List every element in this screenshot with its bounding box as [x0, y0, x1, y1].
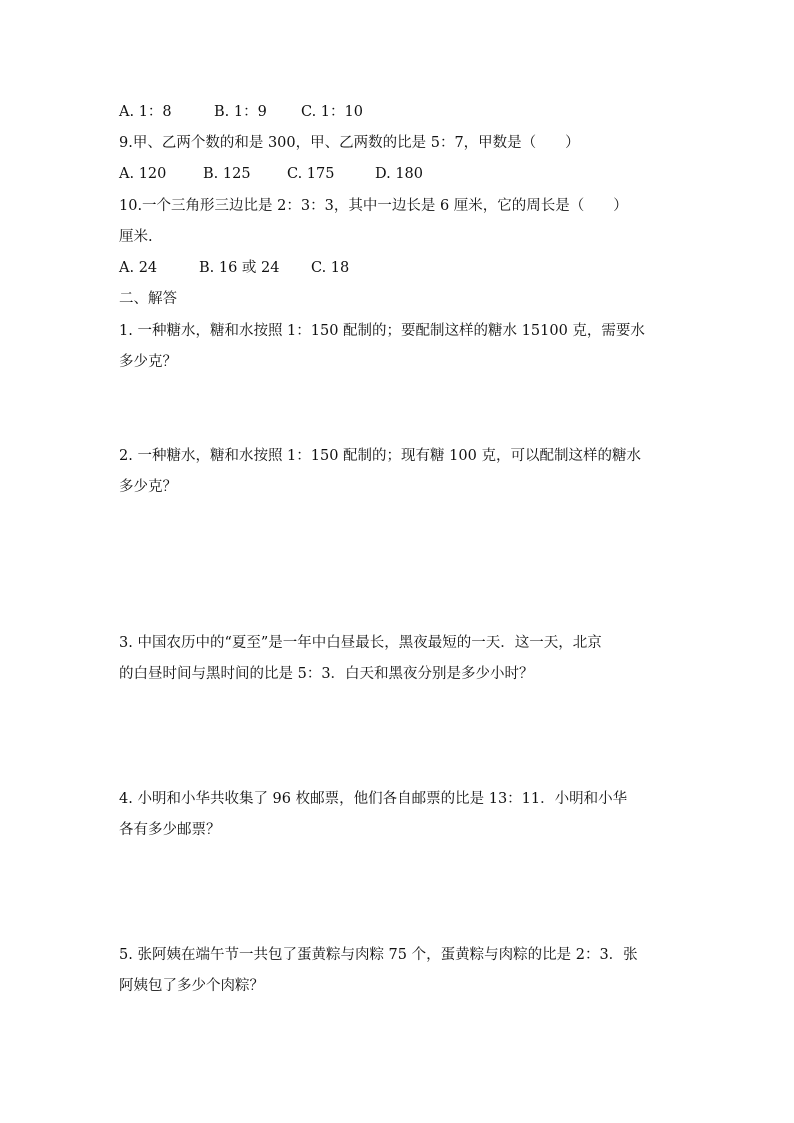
problem-5-line1: 5. 张阿姨在端午节一共包了蛋黄粽与肉粽 75 个，蛋黄粽与肉粽的比是 2：3．张 [119, 947, 638, 963]
problem-1-line1: 1. 一种糖水，糖和水按照 1：150 配制的；要配制这样的糖水 15100 克，需要水 [119, 323, 645, 339]
q10-option-b: B. 16 或 24 [199, 260, 280, 276]
q10-option-a: A. 24 [119, 260, 158, 276]
q9-option-a: A. 120 [119, 166, 167, 182]
q10-stem-line1: 10.一个三角形三边比是 2：3：3，其中一边长是 6 厘米，它的周长是（ ） [119, 198, 628, 214]
problem-4-line1: 4. 小明和小华共收集了 96 枚邮票，他们各自邮票的比是 13：11．小明和小华 [119, 791, 628, 807]
q9-option-d: D. 180 [375, 166, 424, 182]
problem-4-line2: 各有多少邮票？ [119, 822, 221, 838]
q10-options [119, 258, 349, 278]
q8-option-a: A. 1：8 [119, 104, 172, 120]
problem-3-line1: 3. 中国农历中的“夏至”是一年中白昼最长，黑夜最短的一天．这一天，北京 [119, 635, 602, 651]
problem-2-line2: 多少克？ [119, 479, 177, 495]
q8-option-b: B. 1：9 [214, 104, 267, 120]
q9-options [119, 164, 423, 184]
section-title: 二、解答 [119, 291, 177, 307]
q9-option-b: B. 125 [203, 166, 251, 182]
q9-option-c: C. 175 [287, 166, 335, 182]
problem-2-line1: 2. 一种糖水，糖和水按照 1：150 配制的；现有糖 100 克，可以配制这样的糖水 [119, 448, 641, 464]
q9-stem: 9.甲、乙两个数的和是 300，甲、乙两数的比是 5：7，甲数是（ ） [119, 135, 580, 151]
q10-stem-line2: 厘米. [119, 229, 153, 245]
problem-3-line2: 的白昼时间与黑时间的比是 5：3．白天和黑夜分别是多少小时？ [119, 666, 534, 682]
q8-options [119, 102, 363, 122]
q10-option-c: C. 18 [311, 260, 350, 276]
q8-option-c: C. 1：10 [301, 104, 363, 120]
problem-1-line2: 多少克？ [119, 354, 177, 370]
problem-5-line2: 阿姨包了多少个肉粽？ [119, 978, 264, 994]
